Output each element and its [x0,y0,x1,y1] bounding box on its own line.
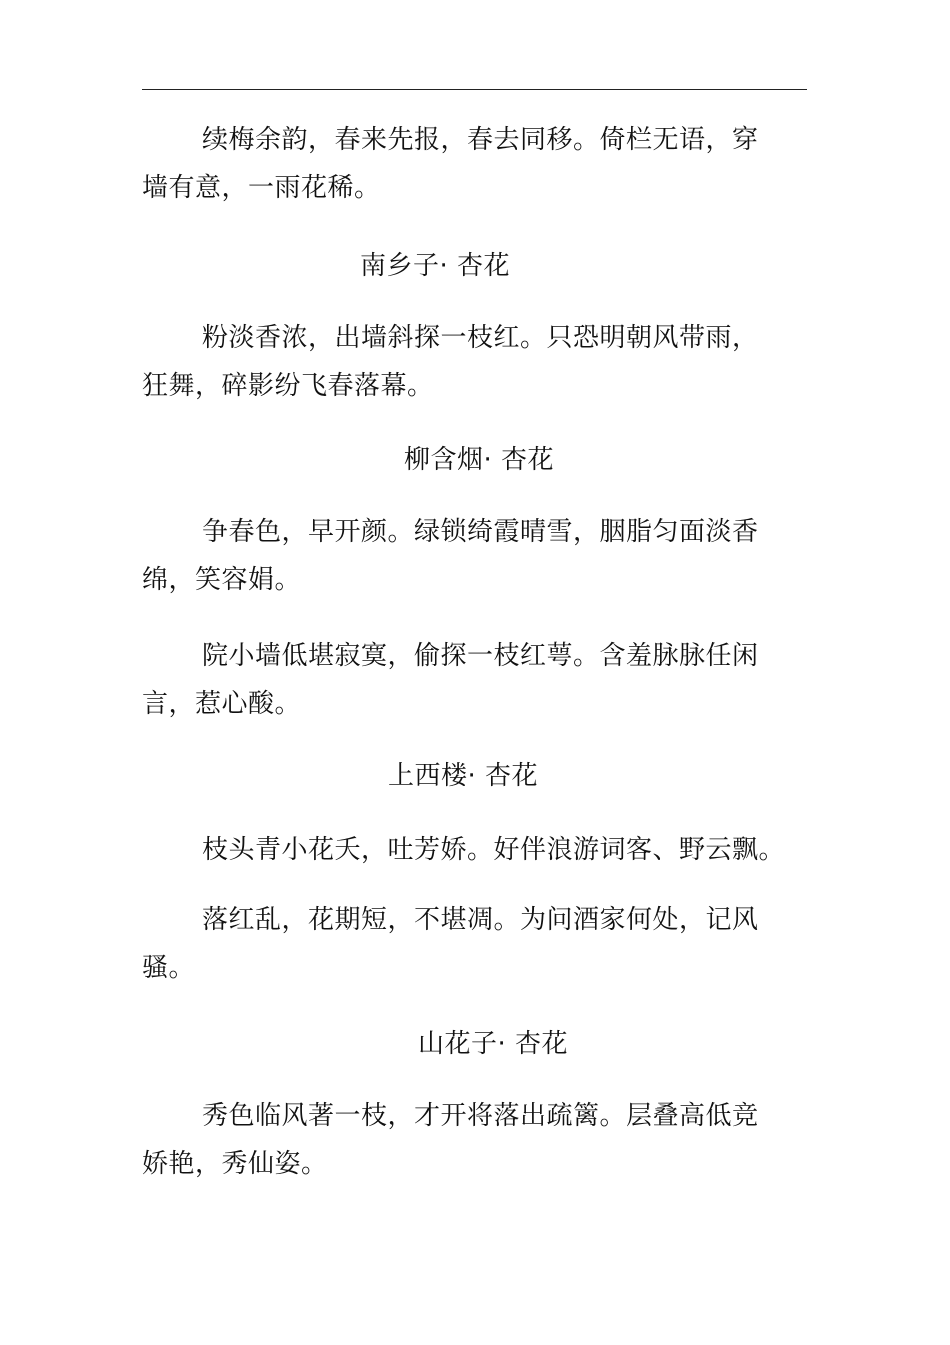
poem-title-2: 柳含烟· 杏花 [404,445,555,475]
poem-title-4: 山花子· 杏花 [418,1029,569,1059]
paragraph-3: 争春色，早开颜。绿锁绮霞晴雪，胭脂匀面淡香绵，笑容娟。 [142,517,759,595]
paragraph-1: 续梅余韵，春来先报，春去同移。倚栏无语，穿墙有意，一雨花稀。 [142,125,759,203]
poem-title-1: 南乡子· 杏花 [360,251,511,281]
paragraph-4: 院小墙低堪寂寞，偷探一枝红萼。含羞脉脉任闲言，惹心酸。 [142,641,759,719]
paragraph-7: 秀色临风著一枝，才开将落出疏篱。层叠高低竞娇艳，秀仙姿。 [142,1101,759,1179]
poem-title-3: 上西楼· 杏花 [388,761,539,791]
paragraph-2: 粉淡香浓，出墙斜探一枝红。只恐明朝风带雨，狂舞，碎影纷飞春落幕。 [142,323,759,401]
header-rule [142,89,807,90]
paragraph-6: 落红乱，花期短，不堪凋。为问酒家何处，记风骚。 [142,905,759,983]
paragraph-5: 枝头青小花夭，吐芳娇。好伴浪游词客、野云飘。 [202,835,786,865]
